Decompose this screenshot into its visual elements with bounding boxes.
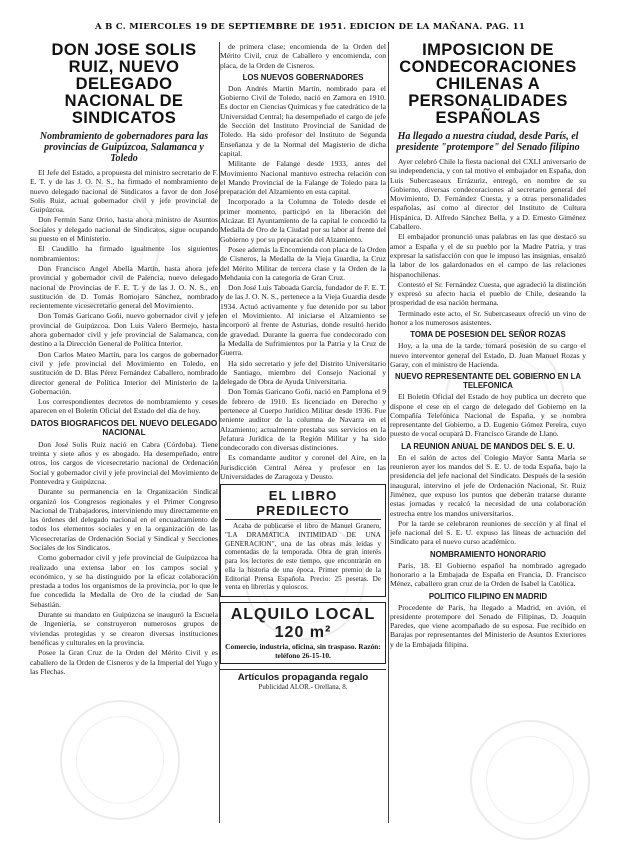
headline-decorations: IMPOSICION DE CONDECORACIONES CHILENAS A PERSONALIDADES ESPAÑOLAS [399, 42, 577, 127]
paragraph: Don Francisco Angel Abella Martín, hasta ahora jefe provincial y gobernador civil de Palencia, nuevo delegado nacional de Provincias de F. E. T. y de las J. O. N. S., en sustitución de D. Tomás Romojaro Sánchez, nombrado recientemente vicesecretario general del Movimiento. [30, 263, 218, 311]
subhead-rozas: TOMA DE POSESION DEL SEÑOR ROZAS [410, 330, 566, 340]
classified-ad [220, 602, 386, 664]
subhead-governors: Nombramiento de gobernadores para las provincias de Guipúzcoa, Salamanca y Toledo [39, 131, 209, 164]
paragraph: Ayer celebró Chile la fiesta nacional del CXLI aniversario de su independencia, y con tal motivo el embajador en España, don Luis Subercaseaux Errázuriz, entregó, en nombre de su Gobierno, diversas condecoraciones al secretario general del Movimiento, D. Fernández Cuesta, y a otras personalidades españolas, así como al director del Instituto de Cultura Hispánica, D. Alfredo Sánchez Bella, y a D. Ernesto Giménez Caballero. [390, 157, 586, 232]
paragraph: Don Andrés Martín Martín, nombrado para el Gobierno Civil de Toledo, nació en Zamora en 1910. Es doctor en Ciencias Químicas y fue catedrático de la Universidad Central; ha desempeñado el cargo de jefe de Sección del Instituto Provincial de Sanidad de Toledo. Ha sido profesor del Instituto de Segunda Enseñanza y de la Normal del Magisterio de dicha capital. [220, 83, 386, 158]
paragraph: Incorporado a la Columna de Toledo desde el primer momento, participó en la liberación del Alcázar. El Ayuntamiento de la capital le concedió la Medalla de Oro de la Ciudad por su labor al frente del Gobierno y por su preparación del Alzamiento. [220, 197, 386, 244]
subhead-filipino: POLITICO FILIPINO EN MADRID [428, 591, 548, 601]
paragraph: Los correspondientes decretos de nombramiento y ceses aparecen en el Boletín Oficial del Estado del día de hoy. [30, 397, 218, 416]
subhead-biography: DATOS BIOGRAFICOS DEL NUEVO DELEGADO NACIONAL [30, 418, 218, 438]
paragraph: Don Tomás Garicano Goñi, nació en Pamplona el 9 de febrero de 1910. Es licenciado en Derecho y pertenece al Cuerpo Jurídico Militar desde 1936. Fue teniente auditor de la columna de Navarra en el Alzamiento; actualmente prestaba sus servicios en la Jefatura Jurídica de la Región Militar y ha sido condecorado con diversas distinciones. [220, 387, 386, 453]
headline-solis: DON JOSE SOLIS RUIZ, NUEVO DELEGADO NACIONAL DE SINDICATOS [51, 42, 197, 127]
paragraph: Por la tarde se celebraron reuniones de sección y al final el jefe nacional del S. E. U. expuso las líneas de actuación del Sindicato para el nuevo curso académico. [390, 518, 586, 547]
paragraph: El embajador pronunció unas palabras en las que destacó su amor a España y el de su pueblo por la Madre Patria, y tras expresar la satisfacción con que le impuso las insignias, ensalzó la labor de los galardonados en el campo de las relaciones hispanochilenas. [390, 232, 586, 279]
book-ad-title: EL LIBRO PREDILECTO [225, 488, 381, 520]
subhead-new-governors: LOS NUEVOS GOBERNADORES [242, 72, 364, 82]
subhead-honorary: NOMBRAMIENTO HONORARIO [430, 549, 546, 559]
paragraph: En el salón de actos del Colegio Mayor Santa María se reunieron ayer los mandos del S. E. U. de toda España, bajo la presidencia del jefe nacional del Sindicato. Después de la sesión inaugural, intervino el jefe de Ordenación Nacional, Sr. Ruiz Jiménez, que expuso los puntos que deberán tratarse durante estas jornadas y recalcó la necesidad de una colaboración estrecha entre los mandos universitarios. [390, 452, 586, 518]
paragraph: de primera clase; encomienda de la Orden del Mérito Civil, cruz de Caballero y encomienda, con placa, de la Orden de Cisneros. [220, 42, 386, 70]
paragraph: Durante su permanencia en la Organización Sindical organizó los Congresos regionales y el Primer Congreso Nacional de Trabajadores, interviniendo muy directamente en las órdenes del delegado nacional en el encuadramiento de todos los elementos sociales y en la organización de las Vicesecretarías de Ordenación Social y Sindical y Secciones Sociales de los Sindicatos. [30, 487, 218, 552]
page-header: A B C. MIERCOLES 19 DE SEPTIEMBRE DE 1951. EDICION DE LA MAÑANA. PAG. 11 [94, 22, 526, 32]
paragraph: Contestó el Sr. Fernández Cuesta, que agradeció la distinción y expresó su afecto hacia el pueblo de Chile, deseando la prosperidad de esa nación hermana. [390, 279, 586, 308]
paragraph: Posee además la Encomienda con placa de la Orden de Cisneros, la Medalla de la Vieja Guardia, la Cruz del Mérito Militar de tercera clase y la Orden de la Mehdauia con la categoría de Gran Cruz. [220, 244, 386, 282]
paragraph: Como gobernador civil y jefe provincial de Guipúzcoa ha realizado una extensa labor en los campos social y económico, y se ha distinguido por la eficaz colaboración prestada a todos los organismos de la provincia, por lo que le fue concedida la Medalla de Oro de la ciudad de San Sebastián. [30, 553, 218, 609]
column-left [30, 42, 218, 837]
paragraph: Don José Luis Taboada García, fundador de F. E. T. y de las J. O. N. S., pertenece a la Vieja Guardia desde 1934. Actuó activamente y fue detenido por su labor en el Movimiento. Al iniciarse el Alzamiento se incorporó al frente de Asturias, donde resultó herido de gravedad. Durante la guerra fue condecorado con la Medalla de Sufrimientos por la Patria y la Cruz de Guerra. [220, 283, 386, 358]
paragraph: Hoy, a la una de la tarde, tomará posesión de su cargo el nuevo interventor general del Estado, D. Juan Manuel Rozas y Garay, con el ministro de Hacienda. [390, 341, 586, 369]
subhead-telefonica: NUEVO REPRESENTANTE DEL GOBIERNO EN LA TELEFONICA [395, 372, 581, 391]
paragraph: París, 18. El Gobierno español ha nombrado agregado honorario a la Embajada de España en Francia, D. Francisco Ménez, caballero gran cruz de la Orden de Isabel la Católica. [390, 560, 586, 589]
paragraph: Don Fermín Sanz Orrio, hasta ahora ministro de Asuntos Sociales y delegado nacional de Sindicatos, sigue ocupando su puesto en el Ministerio. [30, 215, 218, 244]
paragraph: El Boletín Oficial del Estado de hoy publica un decreto que dispone el cese en el cargo de delegado del Gobierno en la Compañía Telefónica Nacional de España, y se nombra representante del Gobierno, a D. Eugenio Gómez Pereira, cuyo puesto de vocal ocupará D. Francisco Grande de Llano. [390, 392, 586, 439]
subhead-seu: LA REUNION ANUAL DE MANDOS DEL S. E. U. [401, 441, 575, 451]
paragraph: Posee la Gran Cruz de la Orden del Mérito Civil y es caballero de la Orden de Cisneros y de la Imperial del Yugo y las Flechas. [30, 648, 218, 676]
promo-ad [220, 669, 386, 692]
paragraph: Terminado este acto, el Sr. Subercaseaux ofreció un vino de honor a los numerosos asistentes. [390, 308, 586, 328]
paragraph: Durante su mandato en Guipúzcoa se inauguró la Escuela de Ingeniería, se construyeron numerosos grupos de viviendas protegidas y se crearon diversas instituciones benéficas y culturales en la provincia. [30, 610, 218, 647]
paragraph: Don José Solís Ruiz nació en Cabra (Córdoba). Tiene treinta y siete años y es abogado. Ha desempeñado, entre otros, los cargos de vicesecretario nacional de Ordenación Social y gobernador civil y jefe provincial del Movimiento de Pontevedra y Guipúzcoa. [30, 439, 218, 486]
classified-ad-title: ALQUILO LOCAL 120 m² [230, 605, 376, 641]
column-rule [388, 42, 389, 823]
paragraph: Don Carlos Mateo Martín, para los cargos de gobernador civil y jefe provincial del Movimiento en Toledo, en sustitución de D. Blas Pérez Fernández Caballero, nombrado director general de Política Interior del Ministerio de la Gobernación. [30, 349, 218, 396]
paragraph: El Jefe del Estado, a propuesta del ministro secretario de F. E. T. y de las J. O. N. S., ha firmado el nombramiento de nuevo delegado nacional de Sindicatos a favor de don José Solís Ruiz, actual gobernador civil y jefe provincial de Guipúzcoa. [30, 168, 218, 215]
column-middle [220, 42, 386, 837]
paragraph: Militante de Falange desde 1933, antes del Movimiento Nacional mantuvo estrecha relación con el Mando Provincial de la Falange de Toledo para la preparación del Alzamiento en esta capital. [220, 159, 386, 197]
paragraph: Procedente de París, ha llegado a Madrid, en avión, el presidente protempore del Senado de Filipinas, D. Joaquín Paredes, que viene acompañado de su esposa. Fue recibido en Barajas por representantes del Ministerio de Asuntos Exteriores y de la Embajada filipina. [390, 602, 586, 649]
promo-ad-text: Publicidad ALOR.- Orellana, 8. [258, 682, 348, 691]
paragraph: Es comandante auditor y coronel del Aire, en la Jurisdicción Central Aérea y profesor en las Universidades de Zaragoza y Deusto. [220, 453, 386, 482]
paragraph: Ha sido secretario y jefe del Distrito Universitario de Santiago, miembro del Consejo Nacional y delegado de Obra de Ayuda Universitaria. [220, 358, 386, 387]
book-ad-text: Acaba de publicarse el libro de Manuel Granero, "LA DRAMATICA INTIMIDAD DE UNA GENERACION", una de las obras más leídas y comentadas de la temporada. Obra de gran interés para los lectores de este tiempo, que encontrarán en ella la historia de una época. Primer premio de la Editorial Prensa Española. Precio: 25 pesetas. De venta en librerías y quioscos. [225, 522, 381, 592]
paragraph: El Caudillo ha firmado igualmente los siguientes nombramientos: [30, 244, 218, 263]
paragraph: Don Tomás Garicano Goñi, nuevo gobernador civil y jefe provincial de Guipúzcoa. Don Luis Valero Bermejo, hasta ahora gobernador civil y jefe provincial de Salamanca, con destino a la Dirección General de Política Interior. [30, 311, 218, 349]
column-right [390, 42, 586, 837]
subhead-senate: Ha llegado a nuestra ciudad, desde París, el presidente "protempore" del Senado filipino [396, 131, 580, 153]
classified-ad-text: Comercio, industria, oficina, sin traspaso. Razón: teléfono 26-15-10. [225, 641, 381, 660]
book-ad-box [220, 484, 386, 597]
promo-ad-title: Artículos propaganda regalo [237, 671, 369, 683]
